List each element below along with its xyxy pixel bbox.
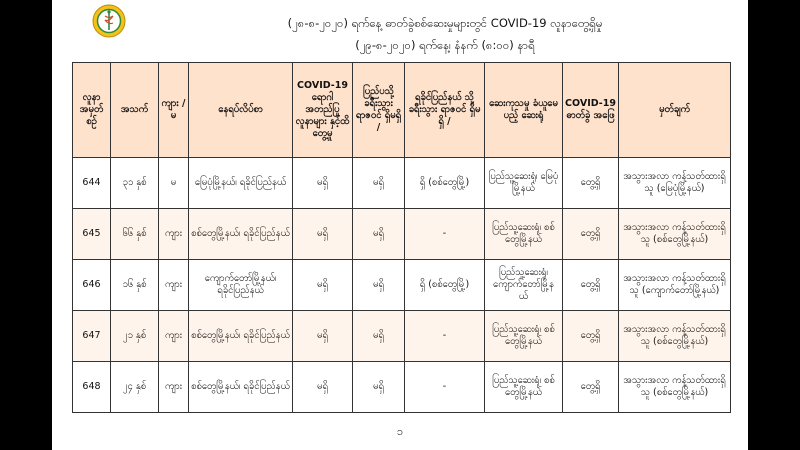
document-subtitle-date: (၂၉-၈-၂၀၂၀) ရက်နေ့၊ နံနက် (၈:၀၀) နာရီ bbox=[355, 38, 535, 52]
cell-foreign-travel: မရှိ bbox=[353, 362, 405, 413]
cell-test-result: တွေ့ရှိ bbox=[563, 260, 619, 311]
cell-foreign-travel: မရှိ bbox=[353, 158, 405, 209]
cell-address: စစ်တွေမြို့နယ်၊ ရခိုင်ပြည်နယ် bbox=[189, 209, 293, 260]
ministry-of-health-seal-icon bbox=[92, 4, 126, 38]
document-page bbox=[52, 0, 748, 450]
cell-test-result: တွေ့ရှိ bbox=[563, 311, 619, 362]
cell-test-result: တွေ့ရှိ bbox=[563, 362, 619, 413]
cell-age: ၁၆ နှစ် bbox=[111, 260, 159, 311]
cell-hospital: ပြည်သူ့ဆေးရုံ၊ စစ်တွေမြို့နယ် bbox=[485, 362, 563, 413]
header-test-result: COVID-19 ဓာတ်ခွဲ အဖြေ bbox=[563, 63, 619, 158]
cell-test-result: တွေ့ရှိ bbox=[563, 158, 619, 209]
cell-remarks: အသွားအလာ ကန့်သတ်ထားရှိသူ (စစ်တွေမြို့နယ်) bbox=[619, 209, 731, 260]
header-foreign-travel: ပြည်ပသို့ ခရီးသွား ရာဇဝင် ရှိမရှိ / bbox=[353, 63, 405, 158]
cell-rakhine-travel: ရှိ (စစ်တွေမြို့) bbox=[405, 158, 485, 209]
header-serial-no: လူနာ အမှတ် စဉ် bbox=[73, 63, 111, 158]
cell-sex: ကျား bbox=[159, 260, 189, 311]
header-treating-hospital: ဆေးကုသမှု ခံယူမေပည့် ဆေးရုံ bbox=[485, 63, 563, 158]
cell-remarks: အသွားအလာ ကန့်သတ်ထားရှိသူ (စစ်တွေမြို့နယ်) bbox=[619, 311, 731, 362]
header-remarks: မှတ်ချက် bbox=[619, 63, 731, 158]
cell-foreign-travel: မရှိ bbox=[353, 260, 405, 311]
cell-serial-no: 647 bbox=[73, 311, 111, 362]
header-sex: ကျား / မ bbox=[159, 63, 189, 158]
cell-foreign-travel: မရှိ bbox=[353, 311, 405, 362]
cell-hospital: ပြည်သူ့ဆေးရုံ၊ စစ်တွေမြို့နယ် bbox=[485, 311, 563, 362]
cell-rakhine-travel: - bbox=[405, 209, 485, 260]
table-header-row bbox=[73, 63, 731, 158]
cell-foreign-travel: မရှိ bbox=[353, 209, 405, 260]
cell-contact-history: မရှိ bbox=[293, 362, 353, 413]
cell-remarks: အသွားအလာ ကန့်သတ်ထားရှိသူ (မြေပုံမြို့နယ်) bbox=[619, 158, 731, 209]
document-title: (၂၈-၈-၂၀၂၀) ရက်နေ့ ဓာတ်ခွဲစစ်ဆေးမှုများတွင် COVID-19 လူနာတွေ့ရှိမှု bbox=[287, 16, 603, 30]
cell-serial-no: 644 bbox=[73, 158, 111, 209]
cell-contact-history: မရှိ bbox=[293, 260, 353, 311]
cell-serial-no: 646 bbox=[73, 260, 111, 311]
cell-rakhine-travel: - bbox=[405, 362, 485, 413]
cell-hospital: ပြည်သူ့ဆေးရုံ၊ မြေပုံမြို့နယ် bbox=[485, 158, 563, 209]
cell-age: ၃၁ နှစ် bbox=[111, 158, 159, 209]
cell-sex: ကျား bbox=[159, 311, 189, 362]
cell-contact-history: မရှိ bbox=[293, 158, 353, 209]
cell-test-result: တွေ့ရှိ bbox=[563, 209, 619, 260]
header-rakhine-travel: ရခိုင်ပြည်နယ် သို့ ခရီးသွား ရာဇဝင် ရှိမရှိ / bbox=[405, 63, 485, 158]
table-row bbox=[73, 260, 731, 311]
cell-rakhine-travel: ရှိ (စစ်တွေမြို့) bbox=[405, 260, 485, 311]
cell-sex: ကျား bbox=[159, 362, 189, 413]
cell-age: ၆၆ နှစ် bbox=[111, 209, 159, 260]
cell-remarks: အသွားအလာ ကန့်သတ်ထားရှိသူ (စစ်တွေမြို့နယ်) bbox=[619, 362, 731, 413]
cell-hospital: ပြည်သူ့ဆေးရုံ၊ စစ်တွေမြို့နယ် bbox=[485, 209, 563, 260]
cell-hospital: ပြည်သူ့ဆေးရုံ၊ ကျောက်တော်မြို့န ယ် bbox=[485, 260, 563, 311]
table-row bbox=[73, 311, 731, 362]
header-address: နေရပ်လိပ်စာ bbox=[189, 63, 293, 158]
cell-rakhine-travel: - bbox=[405, 311, 485, 362]
header-age: အသက် bbox=[111, 63, 159, 158]
cell-remarks: အသွားအလာ ကန့်သတ်ထားရှိသူ (ကျောက်တော်မြို့နယ်) bbox=[619, 260, 731, 311]
table-row bbox=[73, 362, 731, 413]
cell-address: စစ်တွေမြို့နယ်၊ ရခိုင်ပြည်နယ် bbox=[189, 311, 293, 362]
header-contact-history: COVID-19 ရောဂါ အတည်ပြု လူနာများ နှင့်ထိတွေ့မှု bbox=[293, 63, 353, 158]
cell-serial-no: 648 bbox=[73, 362, 111, 413]
cell-contact-history: မရှိ bbox=[293, 311, 353, 362]
cell-address: စစ်တွေမြို့နယ်၊ ရခိုင်ပြည်နယ် bbox=[189, 362, 293, 413]
cell-contact-history: မရှိ bbox=[293, 209, 353, 260]
covid-cases-table bbox=[72, 62, 731, 413]
cell-age: ၂၄ နှစ် bbox=[111, 362, 159, 413]
table-row bbox=[73, 209, 731, 260]
cell-address: မြေပုံမြို့နယ်၊ ရခိုင်ပြည်နယ် bbox=[189, 158, 293, 209]
cell-address: ကျောက်တော်မြို့နယ်၊ ရခိုင်ပြည်နယ် bbox=[189, 260, 293, 311]
cell-sex: ကျား bbox=[159, 209, 189, 260]
page-number: ၁ bbox=[396, 425, 404, 438]
cell-serial-no: 645 bbox=[73, 209, 111, 260]
cell-age: ၂၁ နှစ် bbox=[111, 311, 159, 362]
table-row bbox=[73, 158, 731, 209]
cell-sex: မ bbox=[159, 158, 189, 209]
